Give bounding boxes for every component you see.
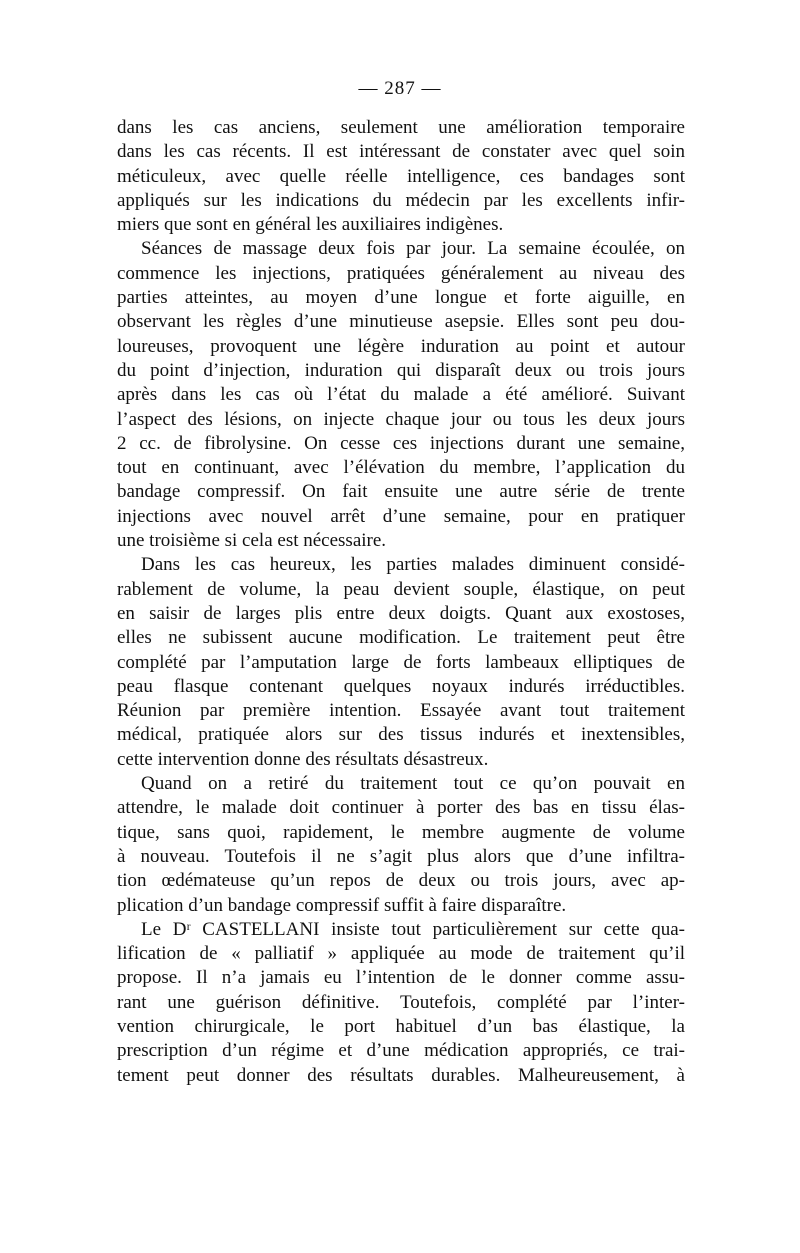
page-number: — 287 — [358, 78, 442, 99]
text-line: vention chirurgicale, le port habituel d’un bas élastique, la [117, 1015, 685, 1037]
text-line: Quand on a retiré du traitement tout ce qu’on pouvait en [141, 773, 685, 795]
text-line: commence les injections, pratiquées généralement au niveau des [117, 262, 685, 284]
text-line: 2 cc. de fibrolysine. On cesse ces injections durant une semaine, [117, 432, 685, 454]
text-line: appliqués sur les indications du médecin par les excellents infir- [117, 189, 685, 211]
text-line: plication d’un bandage compressif suffit à faire disparaître. [117, 894, 567, 916]
text-line: parties atteintes, au moyen d’une longue et forte aiguille, en [117, 287, 685, 309]
text-line: après dans les cas où l’état du malade a été amélioré. Suivant [117, 384, 685, 406]
text-line: observant les règles d’une minutieuse asepsie. Elles sont peu dou- [117, 311, 685, 333]
text-line: prescription d’un régime et d’une médication appropriés, ce trai- [117, 1040, 685, 1062]
text-line: l’aspect des lésions, on injecte chaque jour ou tous les deux jours [117, 408, 685, 430]
text-line: miers que sont en général les auxiliaires indigènes. [117, 214, 504, 236]
text-line: tement peut donner des résultats durables. Malheureusement, à [117, 1064, 685, 1086]
text-line: loureuses, provoquent une légère induration au point et autour [117, 335, 685, 357]
text-line: cette intervention donne des résultats désastreux. [117, 748, 489, 770]
text-line: tout en continuant, avec l’élévation du membre, l’application du [117, 457, 685, 479]
text-line: en saisir de larges plis entre deux doigts. Quant aux exostoses, [117, 602, 685, 624]
text-line: tique, sans quoi, rapidement, le membre augmente de volume [117, 821, 685, 843]
text-line: propose. Il n’a jamais eu l’intention de le donner comme assu- [117, 967, 685, 989]
text-line: injections avec nouvel arrêt d’une semaine, pour en pratiquer [117, 505, 685, 527]
body-text [117, 116, 685, 1088]
text-line: du point d’injection, induration qui disparaît deux ou trois jours [117, 359, 685, 381]
text-line: peau flasque contenant quelques noyaux indurés irréductibles. [117, 675, 685, 697]
text-line: à nouveau. Toutefois il ne s’agit plus alors que d’une infiltra- [117, 845, 685, 867]
text-line: complété par l’amputation large de forts lambeaux elliptiques de [117, 651, 685, 673]
text-line: tion œdémateuse qu’un repos de deux ou trois jours, avec ap- [117, 870, 685, 892]
text-line: Réunion par première intention. Essayée avant tout traitement [117, 700, 685, 722]
text-line: Le Dʳ CASTELLANI insiste tout particulièrement sur cette qua- [141, 918, 685, 940]
text-line: dans les cas anciens, seulement une amélioration temporaire [117, 117, 685, 138]
text-line: médical, pratiquée alors sur des tissus indurés et inextensibles, [117, 724, 685, 746]
text-line: Dans les cas heureux, les parties malades diminuent considé- [141, 554, 685, 576]
text-line: dans les cas récents. Il est intéressant de constater avec quel soin [117, 141, 685, 163]
text-line: rablement de volume, la peau devient souple, élastique, on peut [117, 578, 685, 600]
text-line: Séances de massage deux fois par jour. La semaine écoulée, on [141, 238, 685, 260]
text-line: rant une guérison définitive. Toutefois, complété par l’inter- [117, 991, 685, 1013]
text-line: lification de « palliatif » appliquée au mode de traitement qu’il [117, 943, 685, 965]
text-line: bandage compressif. On fait ensuite une autre série de trente [117, 481, 685, 503]
text-line: elles ne subissent aucune modification. Le traitement peut être [117, 627, 685, 649]
text-line: méticuleux, avec quelle réelle intelligence, ces bandages sont [117, 165, 685, 187]
text-line: attendre, le malade doit continuer à porter des bas en tissu élas- [117, 797, 685, 819]
text-line: une troisième si cela est nécessaire. [117, 530, 387, 552]
